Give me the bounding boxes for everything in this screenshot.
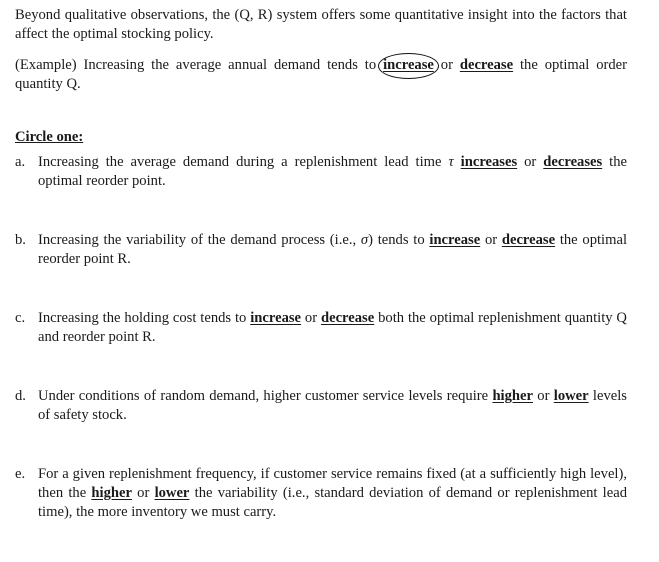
example-paragraph <box>15 56 627 94</box>
question-or: or <box>517 154 544 170</box>
question-text-after: the variability (i.e., standard deviation of demand or replenishment lead time), the more inventory we must carry. <box>38 485 627 520</box>
question-text-before: Increasing the average demand during a replenishment lead time <box>38 154 449 170</box>
question-or: or <box>301 310 321 326</box>
question-text-after: the optimal reorder point R. <box>38 232 627 267</box>
question-text-before: For a given replenishment frequency, if customer service remains fixed (at a sufficiently high level), then the <box>38 466 627 501</box>
option-decreases[interactable]: decreases <box>543 154 603 170</box>
question-e <box>15 465 627 522</box>
question-text-mid <box>454 154 461 170</box>
question-text-before: Increasing the variability of the demand process (i.e., <box>38 232 361 248</box>
option-increases[interactable]: increases <box>460 154 518 170</box>
question-text-after: both the optimal replenishment quantity Q and reorder point R. <box>38 310 627 345</box>
question-text-before: Increasing the holding cost tends to <box>38 310 251 326</box>
circle-one-heading: Circle one: <box>15 129 84 145</box>
question-text <box>38 231 627 269</box>
question-c <box>15 309 627 347</box>
question-label: e. <box>15 466 26 482</box>
intro-paragraph: Beyond qualitative observations, the (Q, R) system offers some quantitative insight into the factors that affect the optimal stocking policy. <box>15 7 627 42</box>
example-prefix: (Example) Increasing the average annual demand tends to <box>15 57 384 73</box>
question-a <box>15 153 627 191</box>
question-text-mid: ) tends to <box>368 232 430 248</box>
question-or: or <box>480 232 502 248</box>
option-lower[interactable]: lower <box>154 485 190 501</box>
question-b <box>15 231 627 269</box>
option-lower[interactable]: lower <box>553 388 589 404</box>
example-option-increase-circled[interactable]: increase <box>383 57 434 73</box>
question-text <box>38 387 627 425</box>
question-text <box>38 465 627 522</box>
option-increase[interactable]: increase <box>429 232 481 248</box>
example-suffix: the optimal order quantity Q. <box>15 57 628 92</box>
question-label: b. <box>15 232 26 248</box>
question-text-after: the optimal reorder point. <box>38 154 627 189</box>
question-label: d. <box>15 388 26 404</box>
question-or: or <box>532 388 554 404</box>
question-label: c. <box>15 310 26 326</box>
example-or: or <box>433 57 460 73</box>
question-d <box>15 387 627 425</box>
question-text <box>38 309 627 347</box>
sigma-symbol: σ <box>360 232 369 248</box>
example-option-decrease[interactable]: decrease <box>459 57 514 73</box>
question-text-after: levels of safety stock. <box>38 388 627 423</box>
question-text-before: Under conditions of random demand, higher customer service levels require <box>38 388 493 404</box>
question-text <box>38 153 627 191</box>
option-higher[interactable]: higher <box>91 485 132 501</box>
option-higher[interactable]: higher <box>492 388 533 404</box>
tau-symbol: τ <box>448 154 454 170</box>
option-decrease[interactable]: decrease <box>320 310 375 326</box>
option-increase[interactable]: increase <box>250 310 302 326</box>
option-decrease[interactable]: decrease <box>501 232 556 248</box>
question-or: or <box>131 485 155 501</box>
question-label: a. <box>15 154 26 170</box>
worksheet-page <box>15 6 627 522</box>
